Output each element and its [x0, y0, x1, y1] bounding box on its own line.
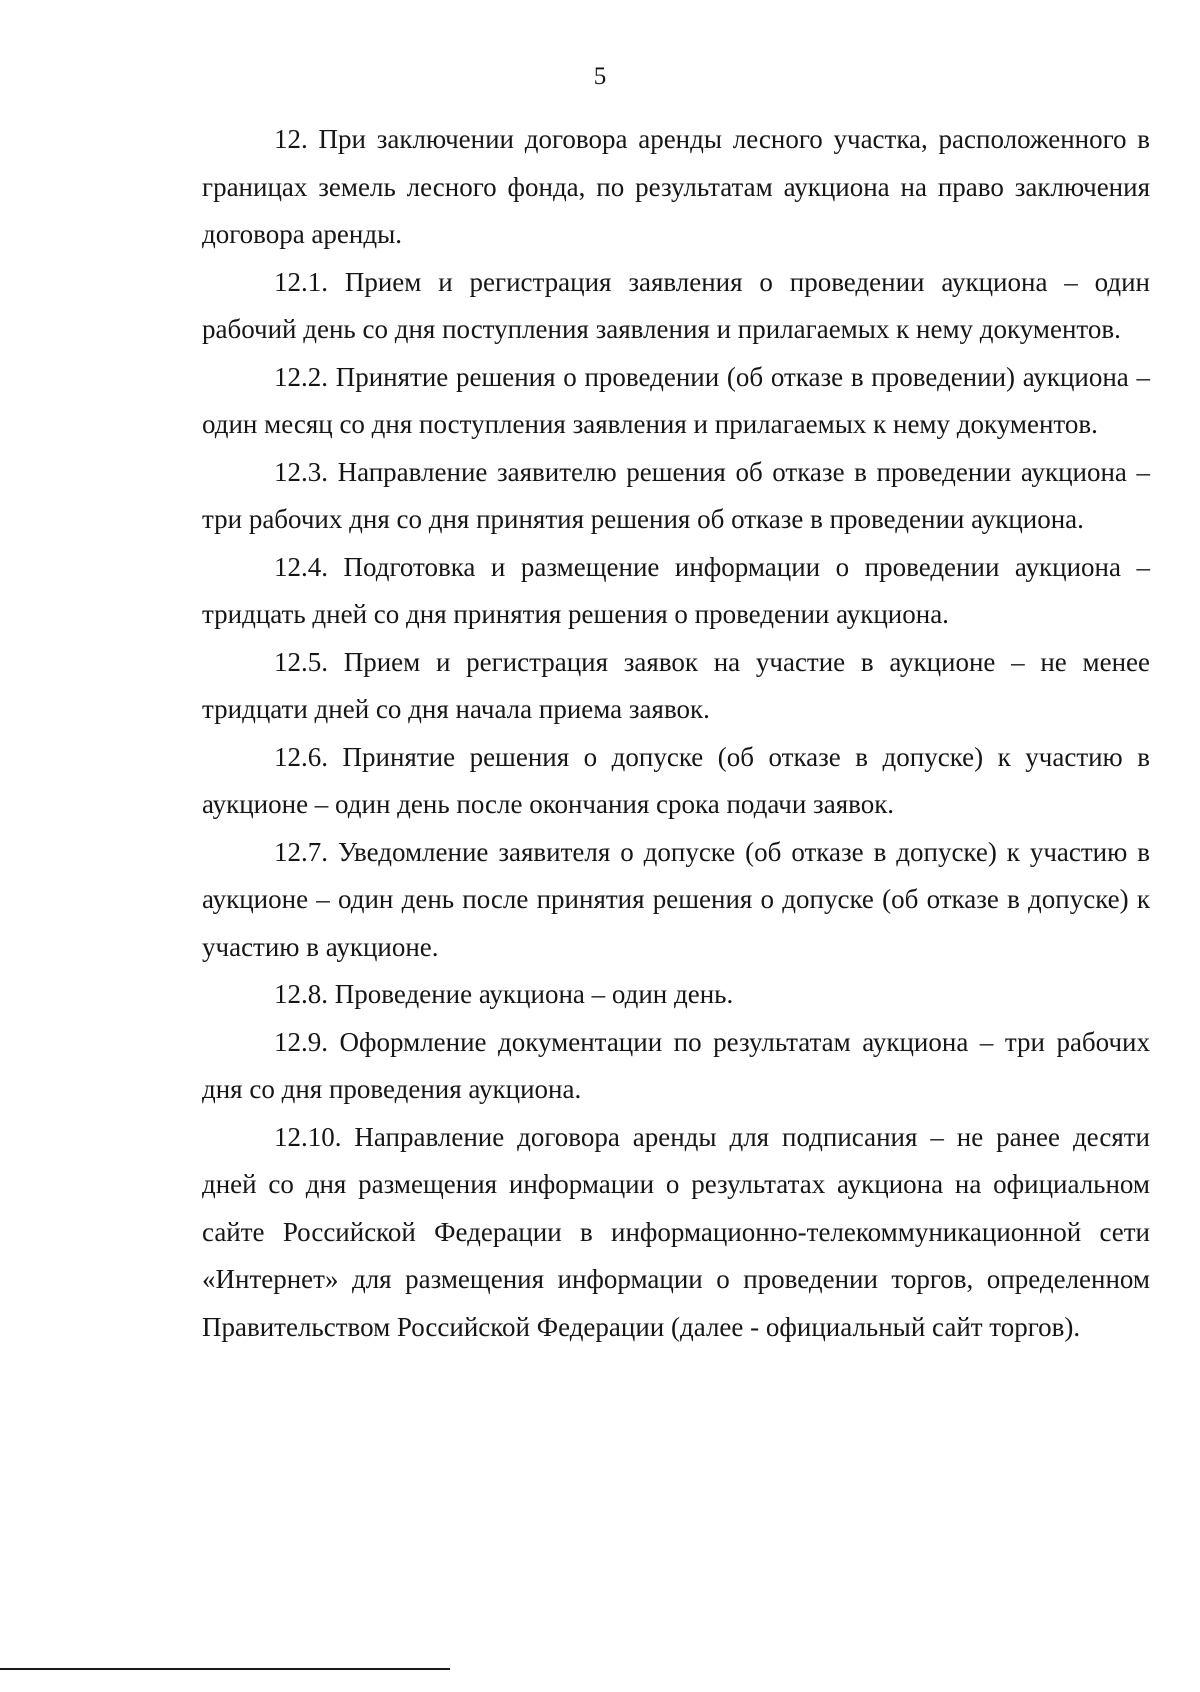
paragraph-12: 12. При заключении договора аренды лесного участка, расположенного в границах земель лесного фонда, по результатам аукциона на право заключения договора аренды. [202, 124, 1150, 249]
paragraph-12-2: 12.2. Принятие решения о проведении (об отказе в проведении) аукциона – один месяц со дня поступления заявления и прилагаемых к нему документов. [202, 361, 1150, 439]
paragraph-12-10: 12.10. Направление договора аренды для подписания – не ранее десяти дней со дня размещения информации о результатах аукциона на официальном сайте Российской Федерации в информационно-телекоммуникационной сети «Интернет» для размещения информации о проведении торгов, определенном Правительством Российской Федерации (далее - официальный сайт торгов). [202, 1121, 1150, 1342]
document-body [202, 116, 1150, 1351]
scan-edge-line [0, 1668, 450, 1670]
paragraph-12-4: 12.4. Подготовка и размещение информации о проведении аукциона – тридцать дней со дня принятия решения о проведении аукциона. [202, 551, 1150, 629]
paragraph-12-5: 12.5. Прием и регистрация заявок на участие в аукционе – не менее тридцати дней со дня начала приема заявок. [202, 646, 1150, 724]
paragraph-12-3: 12.3. Направление заявителю решения об отказе в проведении аукциона – три рабочих дня со дня принятия решения об отказе в проведении аукциона. [202, 456, 1150, 534]
paragraph-12-6: 12.6. Принятие решения о допуске (об отказе в допуске) к участию в аукционе – один день после окончания срока подачи заявок. [202, 741, 1150, 819]
paragraph-12-8: 12.8. Проведение аукциона – один день. [274, 979, 734, 1009]
paragraph-12-9: 12.9. Оформление документации по результатам аукциона – три рабочих дня со дня проведения аукциона. [202, 1026, 1150, 1104]
paragraph-12-1: 12.1. Прием и регистрация заявления о проведении аукциона – один рабочий день со дня поступления заявления и прилагаемых к нему документов. [202, 266, 1150, 344]
page-number: 5 [593, 63, 607, 90]
paragraph-12-7: 12.7. Уведомление заявителя о допуске (об отказе в допуске) к участию в аукционе – один день после принятия решения о допуске (об отказе в допуске) к участию в аукционе. [202, 836, 1150, 962]
